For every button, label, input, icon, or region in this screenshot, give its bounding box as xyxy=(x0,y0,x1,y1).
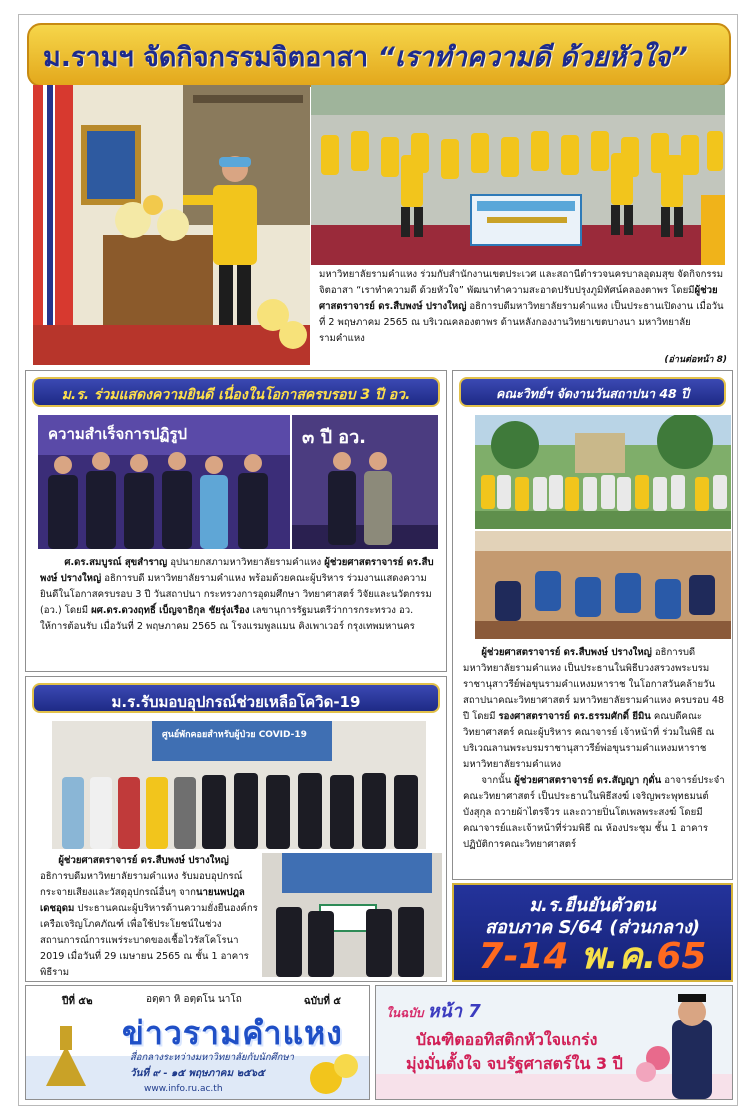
announcement-date-month: พ.ค. xyxy=(568,936,657,977)
photo-volunteer-group xyxy=(311,85,725,265)
section-science-title-bar xyxy=(459,377,726,407)
mhesi-caption-name-3: ผศ.ดร.ดวงฤทธิ์ เบ็ญจาธิกุล ชัยรุ่งเรือง xyxy=(91,605,250,616)
section-science-anniversary xyxy=(452,370,733,880)
science-caption-name-3: ผู้ช่วยศาสตราจารย์ ดร.สัญญา กุดั่น xyxy=(514,775,662,786)
mhesi-caption-name-2: ผู้ช่วยศาสตราจารย์ ดร.สืบพงษ์ ปรางใหญ่ xyxy=(40,557,434,584)
announcement-exam-verification xyxy=(452,883,733,982)
masthead-title: ข่าวรามคำแหง xyxy=(122,1014,343,1052)
science-caption-text-4: อาจารย์ประจำคณะวิทยาศาสตร์ เป็นประธานในพิธีสงฆ์ เจริญพระพุทธมนต์ บังสุกุล ถวายผ้าไตรจีวร และถวายปิ่นโตเพลพระสงฆ์ โดยมี คณาจารย์และเจ้าหน้าที่ร่วมพิธี ณ ห้องประชุม ชั้น 1 อาคารปฏิบัติการคณะวิทยาศาสตร์ xyxy=(463,775,725,850)
announcement-text xyxy=(454,895,731,939)
top-story-caption-person: ผู้ช่วยศาสตราจารย์ ดร.สืบพงษ์ ปรางใหญ่ xyxy=(319,285,718,312)
section-mhesi-anniversary xyxy=(25,370,447,672)
inside-issue-label xyxy=(386,996,481,1025)
masthead-website[interactable]: www.info.ru.ac.th xyxy=(144,1084,223,1094)
section-covid-donation xyxy=(25,676,447,982)
photo-mhesi-stage-text: ๓ ปี อว. xyxy=(302,427,367,448)
masthead-year: ปีที่ ๕๒ xyxy=(62,996,93,1007)
inside-issue-headline-1: บัณฑิตออทิสติกหัวใจแกร่ง xyxy=(416,1030,598,1049)
inside-issue-label-text: ในฉบับ xyxy=(386,1006,428,1020)
inside-this-issue xyxy=(375,985,733,1100)
section-mhesi-title: ม.ร. ร่วมแสดงความยินดี เนื่องในโอกาสครบรอบ 3 ปี อว. xyxy=(61,387,411,403)
masthead-date: วันที่ ๙ - ๑๕ พฤษภาคม ๒๕๖๕ xyxy=(130,1068,265,1079)
mhesi-caption-text-2: อธิการบดี มหาวิทยาลัยรามคำแหง พร้อมด้วยคณะผู้บริหาร ร่วมงานแสดงความยินดีในโอกาสครบรอบ 3 ปี วันสถาปนา กระทรวงการอุดมศึกษา วิทยาศาสตร์ วิจัยและนวัตกรรม (อว.) โดยมี xyxy=(40,573,432,616)
headline-title-prefix: ม.รามฯ จัดกิจกรรมจิตอาสา xyxy=(43,42,378,73)
newspaper-page xyxy=(18,14,738,1106)
mhesi-caption-text-3: เลขานุการรัฐมนตรีว่าการกระทรวง อว. ให้การต้อนรับ เมื่อวันที่ 2 พฤษภาคม 2565 ณ โรงแรมพูลแมน คิงเพาเวอร์ กรุงเทพมหานคร xyxy=(40,605,415,632)
science-caption-name-1: ผู้ช่วยศาสตราจารย์ ดร.สืบพงษ์ ปรางใหญ่ xyxy=(481,647,652,658)
section-covid-title: ม.ร.รับมอบอุปกรณ์ช่วยเหลือโควิด-19 xyxy=(111,693,361,711)
photo-flower-offering-art xyxy=(33,85,310,365)
mhesi-caption-name-1: ศ.ดร.สมบูรณ์ สุขสำราญ xyxy=(64,557,168,568)
announcement-line-1: ม.ร.ยืนยันตัวตน xyxy=(529,895,656,916)
announcement-date-year: 65 xyxy=(656,936,707,977)
photo-mhesi-stage-art xyxy=(292,415,438,549)
photo-covid-handover xyxy=(262,853,442,977)
photo-mhesi-group-art xyxy=(38,415,290,549)
photo-science-group xyxy=(475,415,731,529)
science-caption-text-3: จากนั้น xyxy=(481,775,515,786)
photo-volunteer-group-art xyxy=(311,85,725,265)
photo-science-group-art xyxy=(475,415,731,529)
photo-mhesi-group xyxy=(38,415,290,549)
science-caption-name-2: รองศาสตราจารย์ ดร.ธรรมศักดิ์ ยีมิน xyxy=(498,711,651,722)
photo-flower-offering xyxy=(33,85,310,365)
covid-caption-text-2: ประธานคณะผู้บริหารด้านความยั่งยืนองค์กร เครือเจริญโภคภัณฑ์ เพื่อใช้ประโยชน์ในช่วงสถานการณ์การแพร่ระบาดของเชื้อไวรัสโคโรนา 2019 เมื่อวันที่ 29 เมษายน 2565 ณ ชั้น 1 อาคารพิธีราม xyxy=(40,903,258,978)
announcement-date xyxy=(454,937,731,977)
inside-issue-headline-2: มุ่งมั่นตั้งใจ จบรัฐศาสตร์ใน 3 ปี xyxy=(406,1054,623,1073)
announcement-date-days: 7-14 xyxy=(478,936,569,977)
photo-covid-group-art xyxy=(52,721,426,849)
section-science-caption xyxy=(463,645,729,853)
science-caption-text-1: อธิการบดีมหาวิทยาลัยรามคำแหง เป็นประธานในพิธีบวงสรวงพระบรมราชานุสาวรีย์พ่อขุนรามคำแหงมหาราช ในโอกาสวันคล้ายวันสถาปนาคณะวิทยาศาสตร์ มหาวิทยาลัยรามคำแหง ครบรอบ 48 ปี โดยมี xyxy=(463,647,725,722)
headline-title xyxy=(43,35,688,78)
mhesi-caption-text-1: อุปนายกสภามหาวิทยาลัยรามคำแหง xyxy=(167,557,325,568)
covid-caption-name-1: ผู้ช่วยศาสตราจารย์ ดร.สืบพงษ์ ปรางใหญ่ xyxy=(58,855,229,866)
photo-covid-screen-text: ศูนย์พักคอยสำหรับผู้ป่วย COVID-19 xyxy=(162,730,307,740)
masthead xyxy=(25,985,370,1100)
science-caption-text-2: คณบดีคณะวิทยาศาสตร์ คณะผู้บริหาร คณาจารย์ เจ้าหน้าที่ ร่วมในพิธี ณ บริเวณลานพระบรมราชานุสาวรีย์พ่อขุนรามคำแหงมหาราช มหาวิทยาลัยรามคำแหง xyxy=(463,711,715,770)
section-mhesi-caption xyxy=(40,555,440,635)
section-science-title: คณะวิทย์ฯ จัดงานวันสถาปนา 48 ปี xyxy=(495,386,690,401)
top-story-caption-rest: อธิการบดีมหาวิทยาลัยรามคำแหง เป็นประธานเปิดงาน เมื่อวันที่ 2 พฤษภาคม 2565 ณ บริเวณคลองตาพร ด้านหลังกองงานวิทยาเขตบางนา มหาวิทยาลัยรามคำแหง xyxy=(319,301,724,344)
top-story-caption xyxy=(319,267,727,347)
masthead-motto: อตฺตา หิ อตฺตโน นาโถ xyxy=(146,994,242,1005)
photo-covid-group xyxy=(52,721,426,849)
continued-on-page-link[interactable]: (อ่านต่อหน้า 8) xyxy=(664,355,727,365)
section-mhesi-title-bar xyxy=(32,377,440,407)
covid-caption-name-2: นายนพปฎล เดชอุดม xyxy=(40,887,245,914)
announcement-line-2: สอบภาค S/64 (ส่วนกลาง) xyxy=(484,917,701,938)
inside-issue-page-link[interactable]: หน้า 7 xyxy=(427,1001,481,1022)
headline-banner xyxy=(27,23,731,87)
photo-mhesi-stage xyxy=(292,415,438,549)
photo-mhesi-screen-text: ความสำเร็จการปฏิรูป xyxy=(48,425,188,443)
photo-science-ceremony-art xyxy=(475,531,731,639)
photo-science-ceremony xyxy=(475,531,731,639)
top-story-caption-lead: มหาวิทยาลัยรามคำแหง ร่วมกับสำนักงานเขตประเวศ และสถานีตำรวจนครบาลอุดมสุข จัดกิจกรรมจิตอาสา “เราทำความดี ด้วยหัวใจ” พัฒนาทำความสะอาดปรับปรุงภูมิทัศน์คลองตาพร โดยมี xyxy=(319,269,724,296)
masthead-issue: ฉบับที่ ๕ xyxy=(303,996,341,1007)
masthead-subtitle: สื่อกลางระหว่างมหาวิทยาลัยกับนักศึกษา xyxy=(130,1052,294,1063)
headline-title-quote: “เราทำความดี ด้วยหัวใจ” xyxy=(377,42,688,73)
photo-covid-handover-art xyxy=(262,853,442,977)
covid-caption-text-1: อธิการบดีมหาวิทยาลัยรามคำแหง รับมอบอุปกรณ์กระจายเสียงและวัสดุอุปกรณ์อื่นๆ จาก xyxy=(40,871,243,898)
section-covid-title-bar xyxy=(32,683,440,713)
section-covid-caption xyxy=(40,853,260,981)
